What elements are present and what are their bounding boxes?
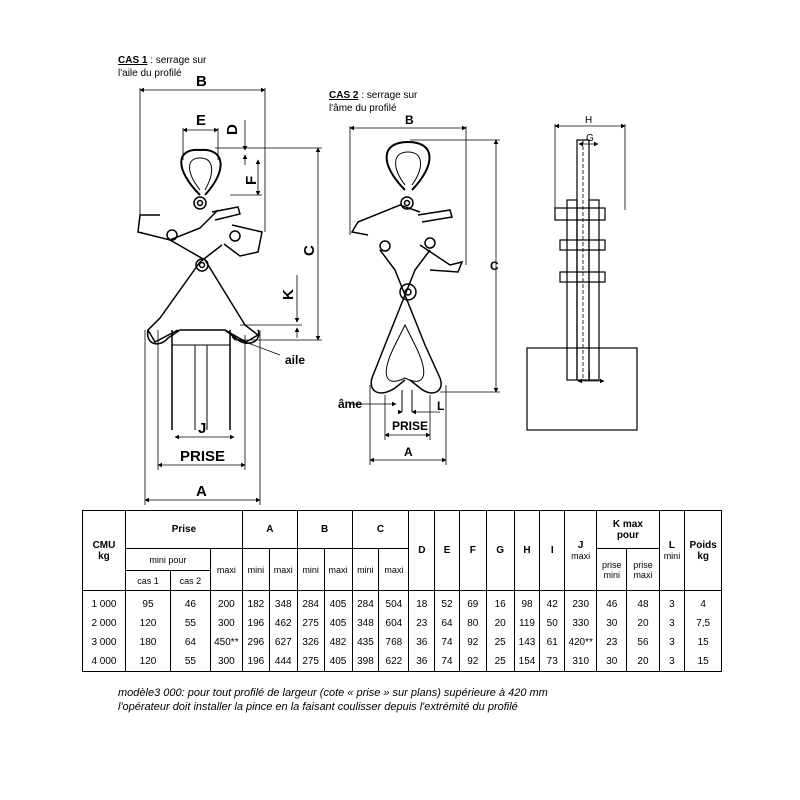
- header-mini-pour: mini pour: [125, 549, 210, 571]
- table-cell: 200: [210, 595, 242, 614]
- table-cell: 405: [324, 652, 352, 672]
- table-cell: 284: [352, 595, 379, 614]
- header-prise: Prise: [125, 511, 242, 549]
- table-cell: 23: [409, 614, 435, 633]
- table-cell: 92: [459, 633, 486, 652]
- table-cell: 98: [514, 595, 540, 614]
- label-J: J: [198, 420, 207, 437]
- table-cell: 462: [269, 614, 297, 633]
- table-cell: 310: [565, 652, 597, 672]
- table-row: [83, 633, 722, 652]
- table-cell: 25: [486, 633, 514, 652]
- label-C-cas2: C: [490, 259, 499, 273]
- table-cell: 15: [685, 652, 722, 672]
- table-cell: 326: [297, 633, 324, 652]
- label-F: F: [243, 175, 260, 185]
- header-prise-maxi: maxi: [210, 549, 242, 591]
- table-cell: 300: [210, 652, 242, 672]
- table-cell: 627: [269, 633, 297, 652]
- footnotes: [118, 686, 548, 714]
- header-I: I: [540, 511, 565, 591]
- table-cell: 398: [352, 652, 379, 672]
- table-cell: 120: [125, 652, 170, 672]
- header-B-maxi: maxi: [324, 549, 352, 591]
- table-cell: 20: [486, 614, 514, 633]
- table-cell: 2 000: [83, 614, 126, 633]
- table-cell: 74: [435, 633, 460, 652]
- label-B-cas2: B: [405, 113, 414, 127]
- header-J: J maxi: [565, 511, 597, 591]
- label-G: G: [586, 133, 594, 144]
- table-cell: 3: [659, 633, 685, 652]
- table-cell: 275: [297, 652, 324, 672]
- table-cell: 64: [171, 633, 211, 652]
- table-cell: 296: [242, 633, 269, 652]
- label-K: K: [280, 289, 297, 300]
- label-E: E: [196, 112, 207, 129]
- header-H: H: [514, 511, 540, 591]
- table-cell: 7,5: [685, 614, 722, 633]
- header-C: C: [352, 511, 409, 549]
- footnote-line2: l'opérateur doit installer la pince en la faisant coulisser depuis l'extrémité du profilé: [118, 701, 518, 713]
- svg-text:CAS 2 : serrage sur: [329, 90, 418, 101]
- table-cell: 3 000: [83, 633, 126, 652]
- clamp-drawing-cas2: [352, 142, 462, 412]
- header-cas2: cas 2: [171, 571, 211, 591]
- table-cell: 61: [540, 633, 565, 652]
- header-C-maxi: maxi: [379, 549, 409, 591]
- table-cell: 330: [565, 614, 597, 633]
- table-cell: 420**: [565, 633, 597, 652]
- table-cell: 1 000: [83, 595, 126, 614]
- label-C-cas1: C: [301, 245, 318, 256]
- cas1-title: CAS 1: [118, 55, 148, 66]
- table-body: [83, 595, 722, 672]
- table-cell: 20: [627, 652, 659, 672]
- table-cell: 275: [297, 614, 324, 633]
- header-cmu: CMU kg: [83, 511, 126, 591]
- label-aile: aile: [285, 353, 306, 367]
- label-A-cas2: A: [404, 445, 413, 459]
- table-cell: 18: [409, 595, 435, 614]
- dimensions-side-view: [555, 124, 625, 381]
- table-cell: 143: [514, 633, 540, 652]
- cas1-line1: : serrage sur: [147, 55, 207, 66]
- table-cell: 30: [597, 614, 627, 633]
- header-poids: Poids kg: [685, 511, 722, 591]
- label-prise-cas2: PRISE: [392, 419, 429, 433]
- table-cell: 36: [409, 633, 435, 652]
- table-cell: 196: [242, 614, 269, 633]
- cas2-title: CAS 2: [329, 90, 359, 101]
- cas1-line2: l'aile du profilé: [118, 68, 182, 79]
- table-cell: 300: [210, 614, 242, 633]
- table-cell: 20: [627, 614, 659, 633]
- table-row: [83, 614, 722, 633]
- header-kmax: K max pour: [597, 511, 659, 549]
- table-cell: 284: [297, 595, 324, 614]
- table-cell: 4: [685, 595, 722, 614]
- table-cell: 50: [540, 614, 565, 633]
- table-cell: 3: [659, 595, 685, 614]
- header-G: G: [486, 511, 514, 591]
- table-row: [83, 652, 722, 672]
- svg-text:CAS 1 : serrage sur: [118, 55, 207, 66]
- table-cell: 182: [242, 595, 269, 614]
- table-cell: 95: [125, 595, 170, 614]
- label-I: I: [588, 370, 591, 381]
- table-cell: 56: [627, 633, 659, 652]
- label-ame: âme: [338, 397, 363, 411]
- table-cell: 504: [379, 595, 409, 614]
- table-cell: 154: [514, 652, 540, 672]
- table-cell: 55: [171, 614, 211, 633]
- table-cell: 622: [379, 652, 409, 672]
- table-cell: 46: [171, 595, 211, 614]
- label-A-cas1: A: [196, 483, 207, 500]
- table-cell: 74: [435, 652, 460, 672]
- cas2-line1: : serrage sur: [358, 90, 418, 101]
- table-cell: 604: [379, 614, 409, 633]
- header-D: D: [409, 511, 435, 591]
- table-cell: 64: [435, 614, 460, 633]
- table-cell: 42: [540, 595, 565, 614]
- table-cell: 23: [597, 633, 627, 652]
- table-cell: 444: [269, 652, 297, 672]
- header-B: B: [297, 511, 352, 549]
- table-cell: 92: [459, 652, 486, 672]
- footnote-line1: modèle3 000: pour tout profilé de largeur (cote « prise » sur plans) supérieure à 420 mm: [118, 687, 548, 699]
- table-cell: 30: [597, 652, 627, 672]
- header-F: F: [459, 511, 486, 591]
- table-cell: 348: [352, 614, 379, 633]
- header-L: L mini: [659, 511, 685, 591]
- label-B-cas1: B: [196, 73, 207, 90]
- header-k-prise-maxi: prise maxi: [627, 549, 659, 591]
- table-cell: 55: [171, 652, 211, 672]
- cas2-line2: l'âme du profilé: [329, 103, 397, 114]
- table-cell: 230: [565, 595, 597, 614]
- clamp-side-view: [527, 140, 637, 430]
- table-cell: 36: [409, 652, 435, 672]
- table-cell: 52: [435, 595, 460, 614]
- table-cell: 16: [486, 595, 514, 614]
- table-row: [83, 595, 722, 614]
- header-E: E: [435, 511, 460, 591]
- header-k-prise-mini: prise mini: [597, 549, 627, 591]
- table-cell: 768: [379, 633, 409, 652]
- label-prise-cas1: PRISE: [180, 448, 226, 465]
- table-cell: 69: [459, 595, 486, 614]
- table-cell: 3: [659, 614, 685, 633]
- table-cell: 46: [597, 595, 627, 614]
- table-cell: 450**: [210, 633, 242, 652]
- table-cell: 435: [352, 633, 379, 652]
- table-cell: 405: [324, 614, 352, 633]
- table-cell: 80: [459, 614, 486, 633]
- table-cell: 405: [324, 595, 352, 614]
- label-D: D: [224, 124, 241, 135]
- table-cell: 15: [685, 633, 722, 652]
- header-A: A: [242, 511, 297, 549]
- table-cell: 4 000: [83, 652, 126, 672]
- table-cell: 482: [324, 633, 352, 652]
- spec-table: [82, 510, 722, 672]
- header-A-mini: mini: [242, 549, 269, 591]
- header-C-mini: mini: [352, 549, 379, 591]
- table-cell: 48: [627, 595, 659, 614]
- clamp-drawing-cas1: [138, 150, 262, 430]
- table-cell: 25: [486, 652, 514, 672]
- table-cell: 3: [659, 652, 685, 672]
- table-cell: 120: [125, 614, 170, 633]
- header-cas1: cas 1: [125, 571, 170, 591]
- label-H: H: [585, 115, 593, 126]
- table-cell: 348: [269, 595, 297, 614]
- table-cell: 196: [242, 652, 269, 672]
- label-L: L: [437, 399, 445, 413]
- table-cell: 119: [514, 614, 540, 633]
- header-B-mini: mini: [297, 549, 324, 591]
- table-cell: 73: [540, 652, 565, 672]
- header-A-maxi: maxi: [269, 549, 297, 591]
- table-cell: 180: [125, 633, 170, 652]
- dimensions-cas2: [350, 126, 500, 465]
